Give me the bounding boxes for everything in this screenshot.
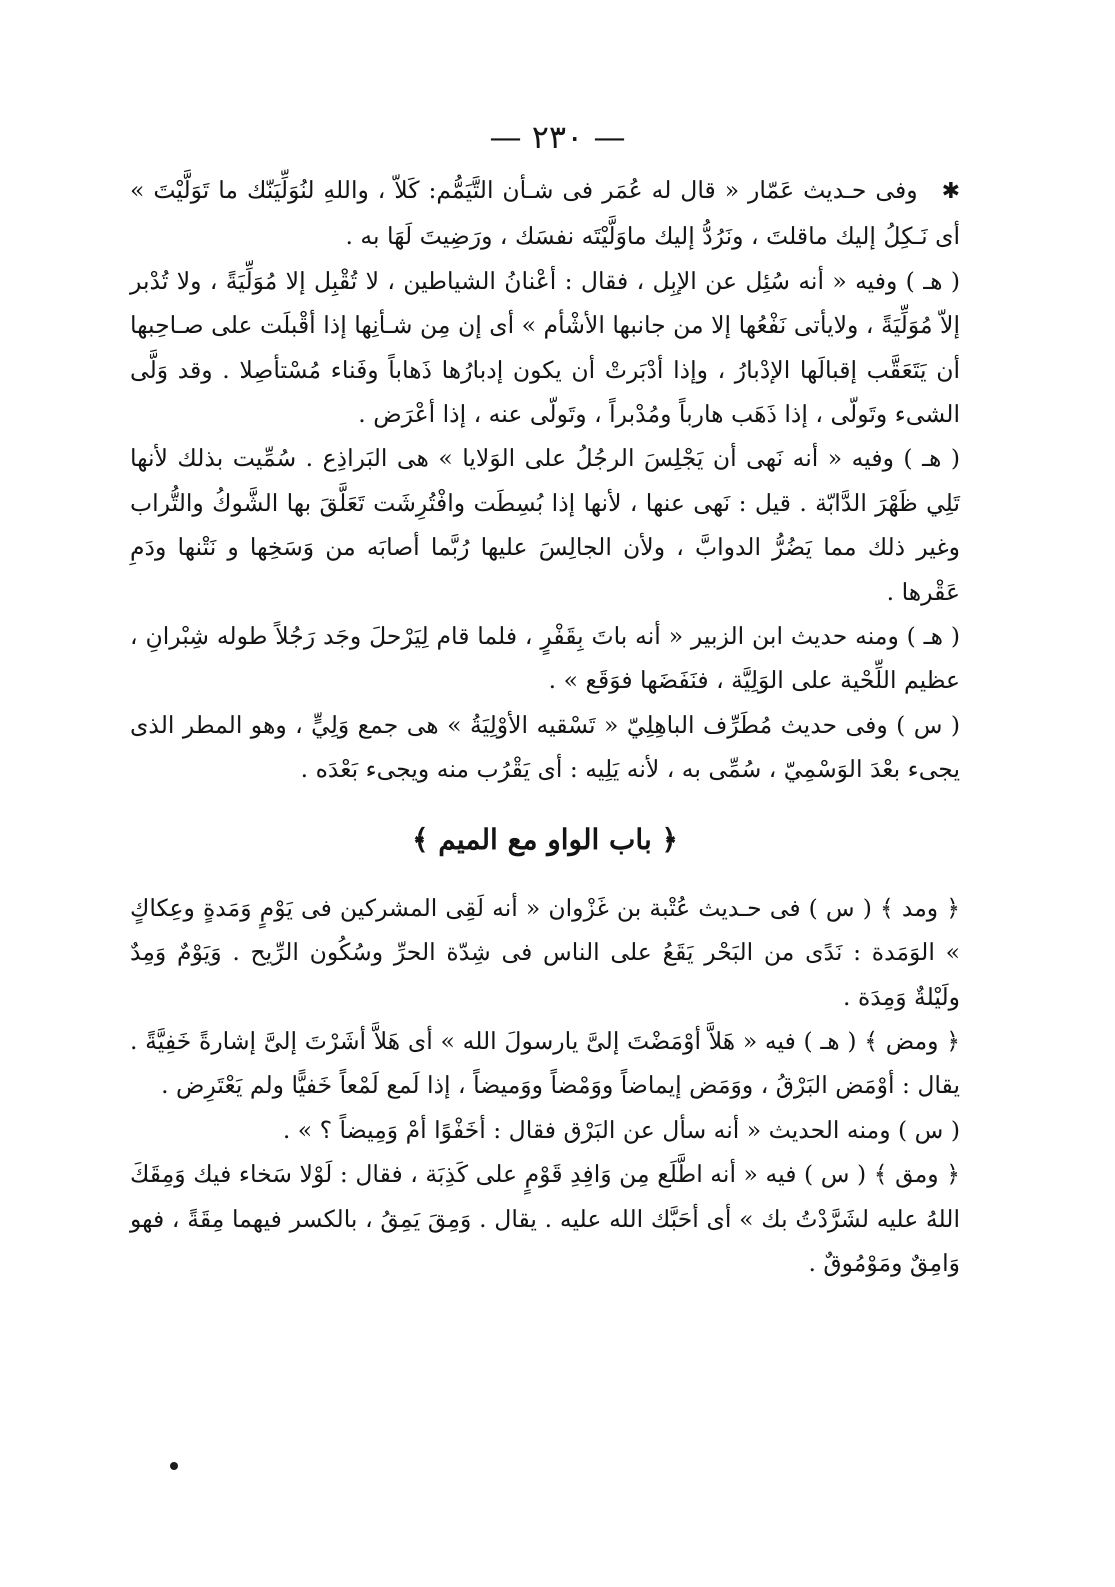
entry-wamad-hadith: ( س ) ومنه الحديث « أنه سأل عن البَرْق فقال : أخَفْوًا أمْ وَمِيضاً ؟ » . [282,1115,960,1144]
entry-wamad: ﴿ ومد ﴾ ( س ) فى حـديث عُتْبة بن غَزْوان « أنه لَقِى المشركين فى يَوْمٍ وَمَدةٍ وعِكاكٍ » الوَمَدة : نَدًى من البَحْر يَقَعُ على الناس فى شِدّة الحرِّ وسُكُون الرِّيح . وَيَوْمٌ وَمِدٌ ولَيْلةٌ وَمِدَة . [130,893,960,1011]
paragraph-ammar [130,168,960,259]
entry-wamad-2: ﴿ ومض ﴾ ( هـ ) فيه « هَلاَّ أوْمَضْتَ إلىَّ يارسولَ الله » أى هَلاَّ أشَرْتَ إلىَّ إشارةً خَفِيَّةً . يقال : أوْمَض البَرْقُ ، ووَمَض إيماضاً ووَمْضاً ووَميضاً ، إذا لَمع لَمْعاً خَفيًّا ولم يَعْتَرِض . [130,1026,960,1100]
paragraph-ibn-zubayr: ( هـ ) ومنه حديث ابن الزبير « أنه باتَ بِقَفْرٍ ، فلما قام لِيَرْحلَ وجَد رَجُلاً طوله شِبْرانِ ، عظيم اللِّحْية على الوَلِيَّة ، فنَفَضَها فوَقَع » . [130,622,960,695]
paragraph-walaya: ( هـ ) وفيه « أنه نَهى أن يَجْلِسَ الرجُلُ على الوَلايا » هى البَراذِع . سُمِّيت بذلك لأنها تَلِي ظَهْرَ الدَّابّة . قيل : نَهى عنها ، لأنها إذا بُسِطَت وافْتُرِشَت تَعَلَّقَ بها الشَّوكُ والتُّراب وغير ذلك مما يَضُرُّ الدوابَّ ، ولأن الجالِسَ عليها رُبَّما أصابَه من وَسَخِها و نَتْنها ودَمِ عَقْرها . [130,444,960,606]
entry-wamaq: ﴿ ومق ﴾ ( س ) فيه « أنه اطَّلَع مِن وَافِدِ قَوْمٍ على كَذِبَة ، فقال : لَوْلا سَخاء فيك وَمِقَكَ اللهُ عليه لشَرَّدْتُ بك » أى أحَبَّك الله عليه . يقال . وَمِقَ يَمِقُ ، بالكسر فيهما مِقَةً ، فهو وَامِقٌ ومَوْمُوقٌ . [130,1160,960,1277]
body-text [130,168,960,1285]
paragraph-mutarrif: ( س ) وفى حديث مُطَرِّف الباهِلِيّ « تَسْقيه الأوْلِيَةُ » هى جمع وَلِيٍّ ، وهو المطر الذى يجىء بعْدَ الوَسْمِيّ ، سُمِّى به ، لأنه يَلِيه : أى يَقْرُب منه ويجىء بَعْدَه . [130,710,960,784]
ink-dot [170,1462,178,1470]
asterisk-icon: ✱ [941,179,960,204]
paragraph-text: وفى حـديث عَمّار « قال له عُمَر فى شـأن التَّيَمُّم: كَلاّ ، واللهِ لنُوَلِّيَنّك ما تَوَلَّيْتَ » أى نَـكِلُ إليك ماقلتَ ، ونَرُدُّ إليك ماوَلَّيْتَه نفسَك ، ورَضِيتَ لَهَا به . [130,176,960,251]
section-heading: ﴿ باب الواو مع الميم ﴾ [412,822,678,856]
page-number: — ٢٣٠ — [489,118,626,156]
paragraph-ibil: ( هـ ) وفيه « أنه سُئِل عن الإبِل ، فقال : أعْنانُ الشياطين ، لا تُقْبِل إلا مُوَلِّيَةً ، ولا تُدْبر إلاّ مُوَلِّيَةً ، ولايأتى نَفْعُها إلا من جانبها الأشْأم » أى إن مِن شـأنِها إذا أقْبلَت على صـاحِبها أن يَتَعَقَّب إقبالَها الإدْبارُ ، وإذا أدْبَرتْ أن يكون إدبارُها ذَهاباً وفَناء مُسْتأصِلا . وقد وَلَّى الشىء وتَولّى ، إذا ذَهَب هارباً ومُدْبراً ، وتَولّى عنه ، إذا أعْرَض . [130,266,960,429]
